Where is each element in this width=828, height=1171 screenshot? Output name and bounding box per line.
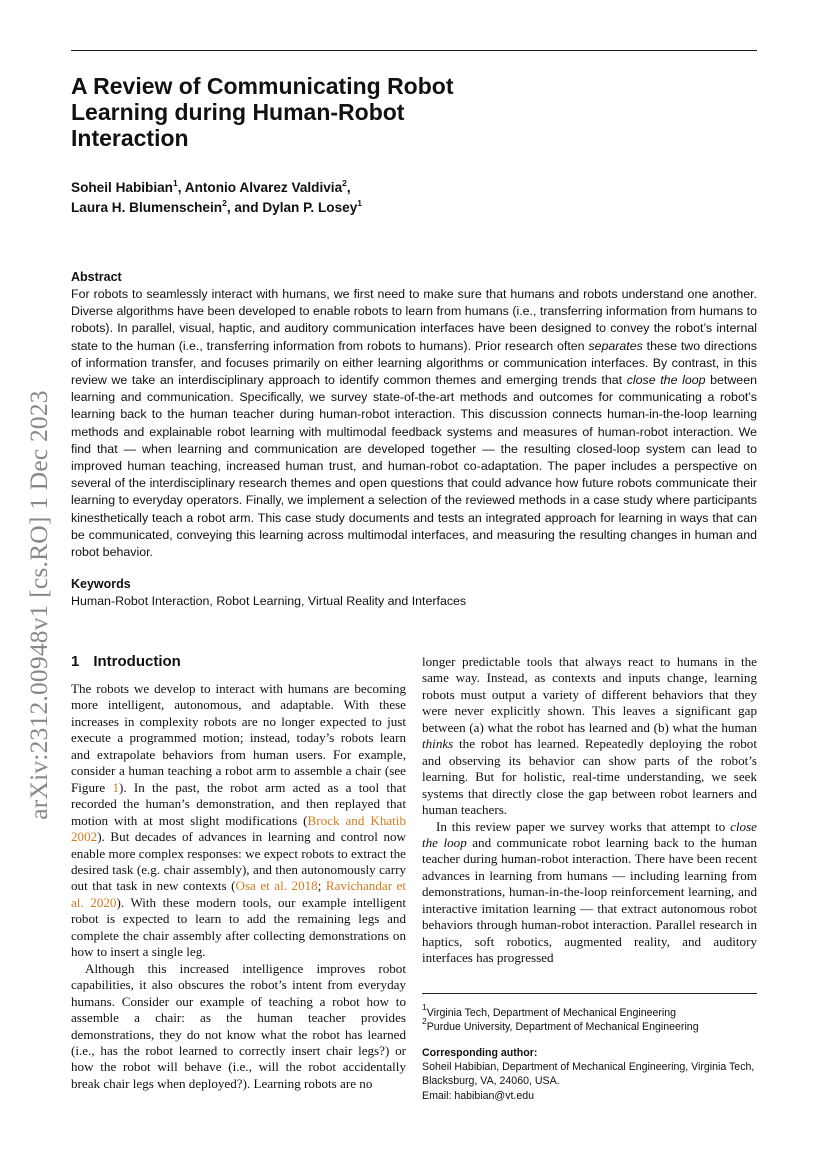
keywords-text: Human-Robot Interaction, Robot Learning, Virtual Reality and Interfaces: [71, 594, 467, 608]
footnote-mark: 2: [422, 1016, 427, 1027]
arxiv-sidebar: [8, 365, 70, 845]
corresponding-label: Corresponding author:: [422, 1047, 538, 1059]
footnote: [422, 1002, 762, 1020]
footnote: [422, 1016, 762, 1034]
author-name: Dylan P. Losey: [262, 200, 358, 215]
corresponding-author: [422, 1046, 762, 1103]
section-heading: [71, 653, 181, 670]
author-list: [71, 178, 491, 218]
author-name: Laura H. Blumenschein: [71, 200, 223, 215]
abstract-emphasis: close the loop: [626, 373, 706, 388]
text-segment: ). In the past, the robot arm acted as a tool that recorded the human’s demonstration, and then replayed that motion with at most slight modifications (: [71, 779, 406, 828]
text-segment: the robot has learned. Repeatedly deploying the robot and observing its behavior can show parts of the robot’s learning. But for holistic, real-time understanding, we seek systems that directly close the gap between robot learners and human teachers.: [422, 736, 757, 818]
text-segment: ;: [317, 878, 326, 894]
abstract-text-segment: For robots to seamlessly interact with humans, we first need to make sure that humans and robots understand one another. Diverse algorithms have been developed to enable robots to learn from humans (i.e., transferring information from humans to robots). In parallel, visual, haptic, and auditory communication interfaces have been designed to convey the robot’s internal state to the human (i.e., transferring information from robots to humans). Prior research often: [71, 287, 757, 353]
footnote-rule: [422, 993, 757, 994]
footnote-text: Virginia Tech, Department of Mechanical Engineering: [426, 1007, 677, 1019]
abstract-text-segment: these two directions of information transfer, and focuses primarily on either learning algorithms or communication interfaces. By contrast, in this review we take an interdisciplinary approach to identify common themes and emerging trends that: [71, 338, 757, 388]
paragraph: [422, 819, 757, 967]
right-column: [422, 654, 757, 967]
left-column: [71, 681, 406, 1092]
paragraph: [71, 681, 406, 961]
corresponding-address: Soheil Habibian, Department of Mechanical Engineering, Virginia Tech, Blacksburg, VA, 24060, USA.: [422, 1061, 755, 1088]
footnotes: [422, 1002, 762, 1034]
section-title: Introduction: [93, 653, 181, 670]
paragraph: Although this increased intelligence improves robot capabilities, it also obscures the robot’s intent from everyday humans. Consider our example of teaching a robot how to assemble a chair: as the human teacher provides demonstrations, they do not know what the robot has learned (i.e., has the robot learned to correctly insert chair legs?) or how the robot will behave (i.e., will the robot accidentally break chair legs when deployed?). Learning robots are no: [71, 960, 406, 1091]
author-separator: ,: [346, 180, 351, 195]
text-segment: ). But decades of advances in learning and control now enable more complex responses: we expect robots to extract the desired task (e.g. chair assembly), and then autonomously carry out that task in new contexts (: [71, 829, 406, 894]
author-name: Soheil Habibian: [71, 180, 173, 195]
citation-link[interactable]: Osa et al. 2018: [235, 878, 318, 894]
paragraph: [422, 654, 757, 819]
affiliation-mark: 2: [342, 178, 347, 188]
emphasis: thinks: [422, 736, 454, 752]
text-segment: In this review paper we survey works that attempt to: [436, 818, 731, 834]
text-segment: ). With these modern tools, our example intelligent robot is expected to learn to add the remaining legs and complete the chair assembly after collecting demonstrations on how to insert a single leg.: [71, 894, 406, 960]
abstract-text-segment: between learning and communication. Specifically, we survey state-of-the-art methods and outcomes for communicating a robot’s learning back to the human teacher during human-robot interaction. This discussion connects human-in-the-loop learning methods and explainable robot learning with multimodal feedback systems and measures of human-robot interaction. We find that — when learning and communication are developed together — the resulting closed-loop system can lead to improved human teaching, increased human trust, and human-robot co-adaptation. The paper includes a perspective on several of the interdisciplinary research themes and open questions that could advance how future robots communicate their learning to everyday operators. Finally, we implement a selection of the reviewed methods in a case study where participants kinesthetically teach a robot arm. This case study documents and tests an integrated approach for learning in ways that can be communicated, conveying this learning across multimodal interfaces, and measuring the resulting changes in human and robot behavior.: [71, 373, 757, 560]
abstract-text: [71, 286, 757, 561]
figure-link[interactable]: 1: [112, 779, 119, 795]
arxiv-identifier[interactable]: arXiv:2312.00948v1 [cs.RO] 1 Dec 2023: [24, 390, 53, 820]
abstract-emphasis: separates: [588, 338, 643, 353]
author-separator: , and: [226, 200, 263, 215]
corresponding-email[interactable]: Email: habibian@vt.edu: [422, 1089, 535, 1102]
text-segment: longer predictable tools that always react to humans in the same way. Instead, as contexts and inputs change, learning robots must output a variety of different behaviors that they were never explicitly shown. This leaves a significant gap between (a) what the robot has learned and (b) what the human: [422, 654, 757, 735]
header-rule: [71, 50, 757, 51]
keywords-heading: Keywords: [71, 577, 131, 591]
author-name: Antonio Alvarez Valdivia: [184, 180, 343, 195]
footnote-text: Purdue University, Department of Mechanical Engineering: [426, 1021, 699, 1034]
text-segment: The robots we develop to interact with humans are becoming more intelligent, autonomous, and adaptable. With these increases in complexity robots are no longer expected to just execute a programmed motion; instead, today’s robots learn and extrapolate behaviors from human users. For example, consider a human teaching a robot arm to assemble a chair (see Figure: [71, 681, 406, 795]
affiliation-mark: 1: [172, 178, 178, 188]
text-segment: and communicate robot learning back to the human teacher during human-robot interaction. There have been recent advances in learning from humans — including learning from demonstrations, human-in-the-loop reinforcement learning, and interactive imitation learning — that extract autonomous robot behaviors through human-robot interaction. Parallel research in haptics, soft robotics, augmented reality, and auditory interfaces has progressed: [422, 834, 757, 966]
affiliation-mark: 2: [222, 198, 227, 208]
abstract-heading: Abstract: [71, 270, 122, 284]
citation-link[interactable]: Brock and Khatib 2002: [71, 812, 406, 845]
emphasis: close the loop: [422, 818, 757, 850]
affiliation-mark: 1: [357, 198, 362, 208]
citation-link[interactable]: Ravichandar et al. 2020: [71, 878, 407, 910]
section-number: 1: [71, 653, 80, 670]
paper-title: A Review of Communicating Robot Learning during Human-Robot Interaction: [71, 73, 454, 151]
author-separator: ,: [177, 180, 185, 195]
footnote-mark: 1: [422, 1002, 427, 1012]
